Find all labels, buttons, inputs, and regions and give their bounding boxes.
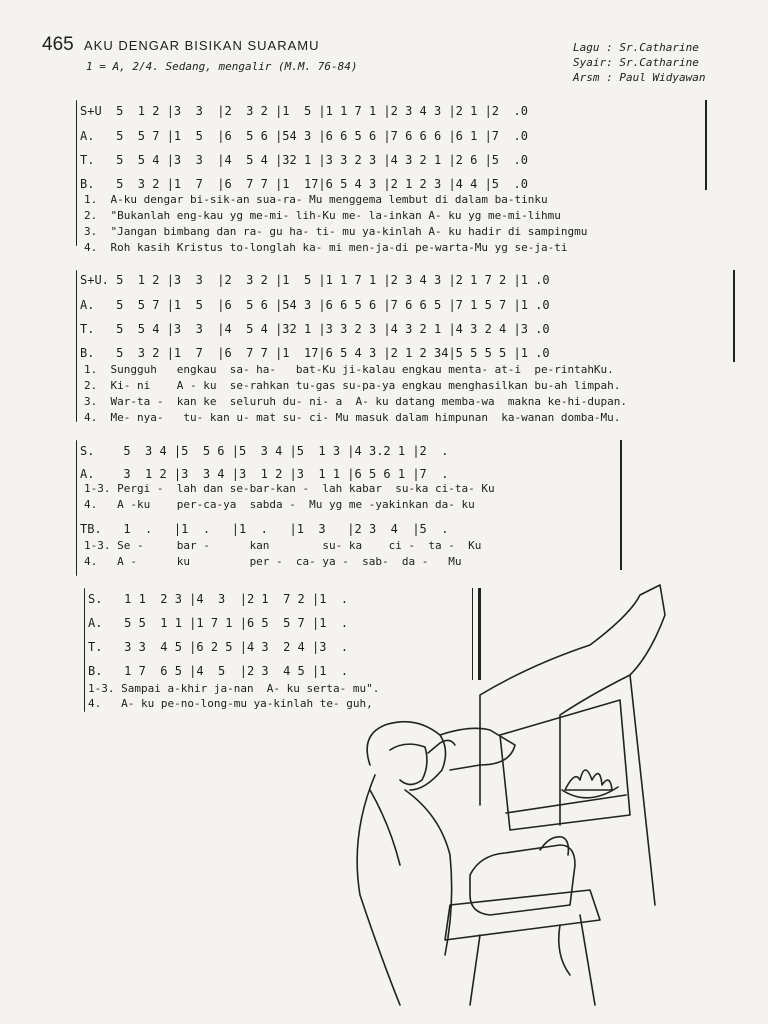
system-3-lyric-3: 1-3. Se - bar - kan su- ka ci - ta - Ku <box>84 539 482 552</box>
system-3-voice-soprano: S. 5 3 4 |5 5 6 |5 3 4 |5 1 3 |4 3.2 1 |2 . <box>80 444 449 458</box>
system-4-lyric-1: 1-3. Sampai a-khir ja-nan A- ku serta- mu". <box>88 682 380 695</box>
system-1-lyric-1: 1. A-ku dengar bi-sik-an sua-ra- Mu menggema lembut di dalam ba-tinku <box>84 193 548 206</box>
system-2-voice-bass: B. 5 3 2 |1 7 |6 7 7 |1 17|6 5 4 3 |2 1 2 34|5 5 5 5 |1 .0 <box>80 346 550 360</box>
system-1-brace <box>76 100 77 246</box>
system-2-voice-tenor: T. 5 5 4 |3 3 |4 5 4 |32 1 |3 3 2 3 |4 3 2 1 |4 3 2 4 |3 .0 <box>80 322 550 336</box>
window-frame <box>480 585 665 825</box>
sewing-machine <box>470 845 575 915</box>
credit-arranger: Arsm : Paul Widyawan <box>573 71 706 84</box>
potted-plant <box>565 770 612 790</box>
system-2-voice-alto: A. 5 5 7 |1 5 |6 5 6 |54 3 |6 6 5 6 |7 6 6 5 |7 1 5 7 |1 .0 <box>80 298 550 312</box>
system-4-voice-alto: A. 5 5 1 1 |1 7 1 |6 5 5 7 |1 . <box>88 616 349 630</box>
system-3-brace <box>76 440 77 576</box>
system-2-lyric-4: 4. Me- nya- tu- kan u- mat su- ci- Mu masuk dalam himpunan ka-wanan domba-Mu. <box>84 411 621 424</box>
song-number: 465 <box>42 34 74 55</box>
credit-lyricist: Syair: Sr.Catharine <box>573 56 699 69</box>
system-2-brace <box>76 270 77 422</box>
credits <box>573 40 705 85</box>
system-2-end-bar <box>733 270 735 362</box>
credit-composer: Lagu : Sr.Catharine <box>573 41 699 54</box>
system-1-voice-su: S+U 5 1 2 |3 3 |2 3 2 |1 5 |1 1 7 1 |2 3 4 3 |2 1 |2 .0 <box>80 104 528 118</box>
system-3-voice-tenor-bass: TB. 1 . |1 . |1 . |1 3 |2 3 4 |5 . <box>80 522 449 536</box>
tempo-marking: 1 = A, 2/4. Sedang, mengalir (M.M. 76-84) <box>86 60 358 73</box>
system-4-brace <box>84 588 85 712</box>
system-3-lyric-1: 1-3. Pergi - lah dan se-bar-kan - lah kabar su-ka ci-ta- Ku <box>84 482 495 495</box>
system-4-voice-bass: B. 1 7 6 5 |4 5 |2 3 4 5 |1 . <box>88 664 349 678</box>
system-3-end-bar <box>620 440 622 570</box>
system-1-lyric-2: 2. "Bukanlah eng-kau yg me-mi- lih-Ku me- la-inkan A- ku yg me-mi-lihmu <box>84 209 561 222</box>
system-4-voice-soprano: S. 1 1 2 3 |4 3 |2 1 7 2 |1 . <box>88 592 349 606</box>
system-2-lyric-1: 1. Sungguh engkau sa- ha- bat-Ku ji-kalau engkau menta- at-i pe-rintahKu. <box>84 363 614 376</box>
sewing-woman-illustration <box>330 575 760 1015</box>
system-1-voice-bass: B. 5 3 2 |1 7 |6 7 7 |1 17|6 5 4 3 |2 1 2 3 |4 4 |5 .0 <box>80 177 528 191</box>
system-3-lyric-4: 4. A - ku per - ca- ya - sab- da - Mu <box>84 555 462 568</box>
system-4-voice-tenor: T. 3 3 4 5 |6 2 5 |4 3 2 4 |3 . <box>88 640 349 654</box>
woman-hair <box>367 722 445 790</box>
system-1-voice-alto: A. 5 5 7 |1 5 |6 5 6 |54 3 |6 6 5 6 |7 6 6 6 |6 1 |7 .0 <box>80 129 528 143</box>
system-1-voice-tenor: T. 5 5 4 |3 3 |4 5 4 |32 1 |3 3 2 3 |4 3 2 1 |2 6 |5 .0 <box>80 153 528 167</box>
system-2-lyric-3: 3. War-ta - kan ke seluruh du- ni- a A- ku datang memba-wa makna ke-hi-dupan. <box>84 395 628 408</box>
system-3-lyric-2: 4. A -ku per-ca-ya sabda - Mu yg me -yakinkan da- ku <box>84 498 475 511</box>
system-1-end-bar <box>705 100 707 190</box>
system-1-lyric-3: 3. "Jangan bimbang dan ra- gu ha- ti- mu ya-kinlah A- ku hadir di sampingmu <box>84 225 588 238</box>
system-4-lyric-2: 4. A- ku pe-no-long-mu ya-kinlah te- guh, <box>88 697 373 710</box>
system-1-lyric-4: 4. Roh kasih Kristus to-longlah ka- mi men-ja-di pe-warta-Mu yg se-ja-ti <box>84 241 568 254</box>
system-2-lyric-2: 2. Ki- ni A - ku se-rahkan tu-gas su-pa-ya engkau menghasilkan bu-ah limpah. <box>84 379 621 392</box>
song-title: AKU DENGAR BISIKAN SUARAMU <box>84 38 320 53</box>
woman-body <box>357 775 400 1005</box>
system-2-voice-su: S+U. 5 1 2 |3 3 |2 3 2 |1 5 |1 1 7 1 |2 3 4 3 |2 1 7 2 |1 .0 <box>80 273 550 287</box>
system-3-voice-alto: A. 3 1 2 |3 3 4 |3 1 2 |3 1 1 |6 5 6 1 |7 . <box>80 467 449 481</box>
